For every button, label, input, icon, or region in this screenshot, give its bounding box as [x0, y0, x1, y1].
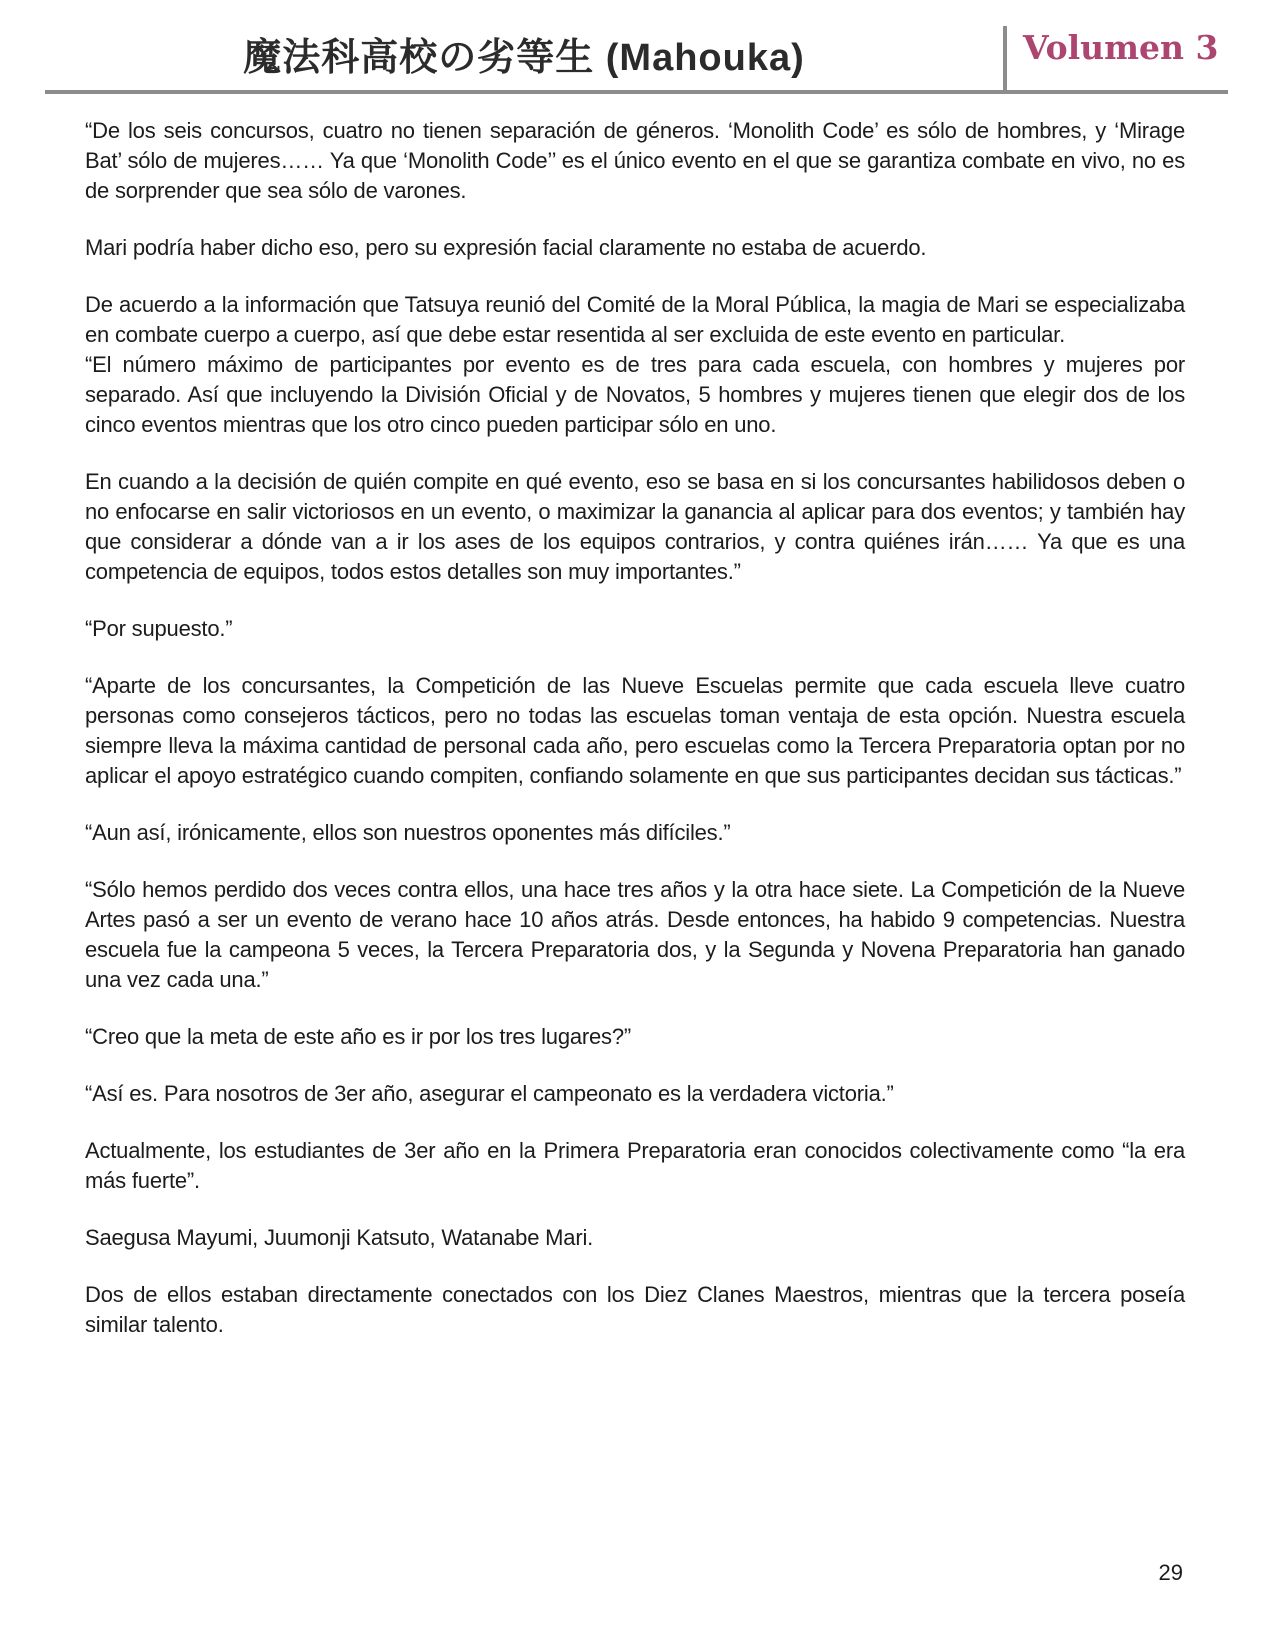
book-title: 魔法科高校の劣等生 (Mahouka): [243, 37, 805, 79]
body-paragraph: Mari podría haber dicho eso, pero su expresión facial claramente no estaba de acuerdo.: [85, 235, 927, 260]
body-paragraph: Saegusa Mayumi, Juumonji Katsuto, Watanabe Mari.: [85, 1225, 594, 1250]
body-paragraph: “Aparte de los concursantes, la Competición de las Nueve Escuelas permite que cada escuela lleve cuatro personas como consejeros tácticos, pero no todas las escuelas toman ventaja de esta opción. Nuestra escuela siempre lleva la máxima cantidad de personal cada año, pero escuelas como la Tercera Preparatoria optan por no aplicar el apoyo estratégico cuando compiten, confiando solamente en que sus participantes decidan sus tácticas.”: [85, 673, 1185, 788]
body-paragraph: “De los seis concursos, cuatro no tienen separación de géneros. ‘Monolith Code’ es sólo de hombres, y ‘Mirage Bat’ sólo de mujeres…… Ya que ‘Monolith Code’’ es el único evento en el que se garantiza combate en vivo, no es de sorprender que sea sólo de varones.: [85, 118, 1185, 203]
body-paragraph: De acuerdo a la información que Tatsuya reunió del Comité de la Moral Pública, la magia de Mari se especializaba en combate cuerpo a cuerpo, así que debe estar resentida al ser excluida de este evento en particular.: [85, 292, 1185, 347]
body-paragraph: Dos de ellos estaban directamente conectados con los Diez Clanes Maestros, mientras que la tercera poseía similar talento.: [85, 1282, 1185, 1337]
body-paragraph: “Sólo hemos perdido dos veces contra ellos, una hace tres años y la otra hace siete. La Competición de la Nueve Artes pasó a ser un evento de verano hace 10 años atrás. Desde entonces, ha habido 9 competencias. Nuestra escuela fue la campeona 5 veces, la Tercera Preparatoria dos, y la Segunda y Novena Preparatoria han ganado una vez cada una.”: [85, 877, 1185, 992]
body-paragraph: “Por supuesto.”: [85, 616, 233, 641]
body-paragraph: “El número máximo de participantes por evento es de tres para cada escuela, con hombres y mujeres por separado. Así que incluyendo la División Oficial y de Novatos, 5 hombres y mujeres tienen que elegir dos de los cinco eventos mientras que los otro cinco pueden participar sólo en uno.: [85, 352, 1185, 437]
header-divider: [1003, 26, 1007, 90]
page-body: [85, 116, 1185, 1367]
page-number: 29: [1158, 1560, 1183, 1585]
body-paragraph: “Así es. Para nosotros de 3er año, asegurar el campeonato es la verdadera victoria.”: [85, 1081, 894, 1106]
body-paragraph: “Creo que la meta de este año es ir por los tres lugares?”: [85, 1024, 632, 1049]
body-paragraph: En cuando a la decisión de quién compite en qué evento, eso se basa en si los concursantes habilidosos deben o no enfocarse en salir victoriosos en un evento, o maximizar la ganancia al aplicar para dos eventos; y también hay que considerar a dónde van a ir los ases de los equipos contrarios, y contra quiénes irán…… Ya que es una competencia de equipos, todos estos detalles son muy importantes.”: [85, 469, 1185, 584]
body-paragraph: “Aun así, irónicamente, ellos son nuestros oponentes más difíciles.”: [85, 820, 731, 845]
body-paragraph: Actualmente, los estudiantes de 3er año en la Primera Preparatoria eran conocidos colectivamente como “la era más fuerte”.: [85, 1138, 1185, 1193]
volume-label: Volumen 3: [1023, 28, 1219, 67]
page-header: [45, 0, 1228, 94]
